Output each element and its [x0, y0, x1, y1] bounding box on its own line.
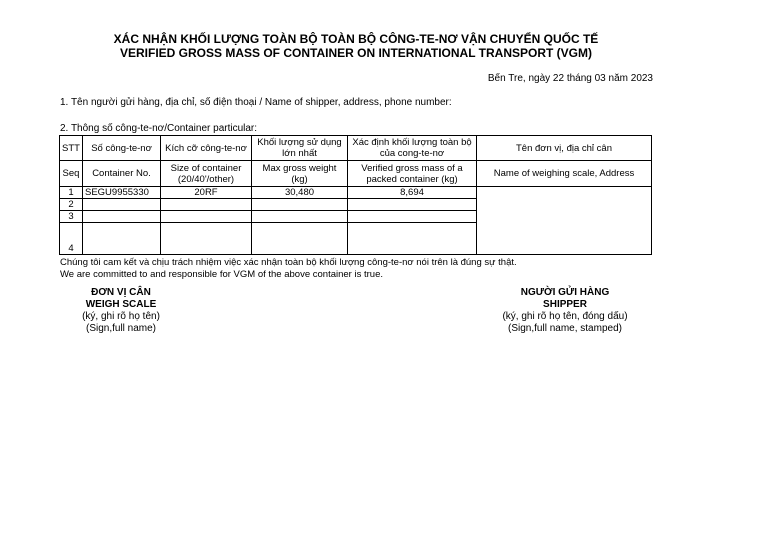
header-scale-vi: Tên đơn vị, địa chỉ cân — [477, 136, 652, 161]
cell-container-no: SEGU9955330 — [83, 187, 161, 199]
cell-vgm — [348, 211, 477, 223]
header-max-weight-vi: Khối lượng sử dụng lớn nhất — [252, 136, 348, 161]
cell-vgm — [348, 199, 477, 211]
cell-size: 20RF — [161, 187, 252, 199]
commitment-note-vi: Chúng tôi cam kết và chịu trách nhiệm việc xác nhận toàn bộ khối lượng công-te-nơ nói trên là đúng sự thật. — [60, 257, 517, 268]
weigh-scale-title-vi: ĐƠN VỊ CÂN — [91, 287, 151, 298]
table-header-row-vi — [60, 136, 652, 161]
header-vgm-en: Verified gross mass of a packed container (kg) — [348, 161, 477, 187]
header-container-no-vi: Số công-te-nơ — [83, 136, 161, 161]
cell-max-weight — [252, 211, 348, 223]
date-line: Bến Tre, ngày 22 tháng 03 năm 2023 — [487, 73, 653, 84]
shipper-title-en: SHIPPER — [543, 299, 587, 310]
commitment-note-en: We are committed to and responsible for VGM of the above container is true. — [60, 269, 383, 280]
weigh-scale-signature-block — [40, 287, 202, 335]
cell-seq: 3 — [60, 211, 83, 223]
shipper-hint-en: (Sign,full name, stamped) — [508, 323, 622, 334]
cell-size — [161, 223, 252, 255]
document-title-en: VERIFIED GROSS MASS OF CONTAINER ON INTERNATIONAL TRANSPORT (VGM) — [119, 46, 592, 60]
cell-size — [161, 199, 252, 211]
header-size-en: Size of container (20/40'/other) — [161, 161, 252, 187]
weigh-scale-hint-en: (Sign,full name) — [85, 323, 157, 334]
cell-container-no — [83, 211, 161, 223]
container-table — [59, 135, 652, 255]
header-size-vi: Kích cỡ công-te-nơ — [161, 136, 252, 161]
cell-max-weight: 30,480 — [252, 187, 348, 199]
shipper-signature-block — [480, 287, 650, 335]
table-row — [60, 187, 652, 199]
shipper-hint-vi: (ký, ghi rõ họ tên, đóng dấu) — [502, 311, 628, 322]
cell-seq: 4 — [60, 223, 83, 255]
cell-max-weight — [252, 199, 348, 211]
section-shipper: 1. Tên người gửi hàng, địa chỉ, số điện thoại / Name of shipper, address, phone number: — [60, 97, 452, 108]
cell-container-no — [83, 199, 161, 211]
header-seq: Seq — [60, 161, 83, 187]
header-scale-en: Name of weighing scale, Address — [477, 161, 652, 187]
shipper-title-vi: NGƯỜI GỬI HÀNG — [520, 287, 610, 298]
cell-vgm: 8,694 — [348, 187, 477, 199]
cell-max-weight — [252, 223, 348, 255]
header-max-weight-en: Max gross weight (kg) — [252, 161, 348, 187]
document-title-vi: XÁC NHẬN KHỐI LƯỢNG TOÀN BỘ TOÀN BỘ CÔNG-TE-NƠ VẬN CHUYỂN QUỐC TẾ — [113, 32, 599, 46]
cell-seq: 2 — [60, 199, 83, 211]
table-header-row-en — [60, 161, 652, 187]
cell-size — [161, 211, 252, 223]
header-container-no-en: Container No. — [83, 161, 161, 187]
cell-scale-address — [477, 187, 652, 255]
header-stt: STT — [60, 136, 83, 161]
cell-seq: 1 — [60, 187, 83, 199]
cell-container-no — [83, 223, 161, 255]
section-container: 2. Thông số công-te-nơ/Container particular: — [60, 123, 258, 134]
weigh-scale-title-en: WEIGH SCALE — [85, 299, 157, 310]
header-vgm-vi: Xác định khối lượng toàn bộ của cong-te-nơ — [348, 136, 477, 161]
weigh-scale-hint-vi: (ký, ghi rõ họ tên) — [82, 311, 160, 322]
cell-vgm — [348, 223, 477, 255]
